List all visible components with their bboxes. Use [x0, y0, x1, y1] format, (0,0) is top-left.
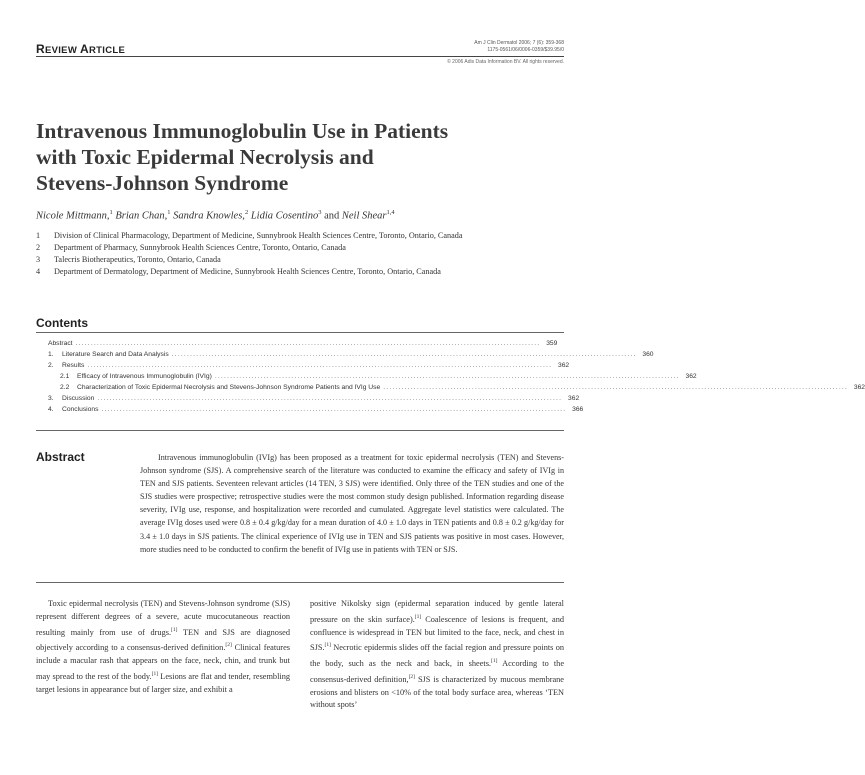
toc-leader: ........................................................................................................................................................ — [214, 373, 680, 380]
author-affiliation-mark: 2 — [244, 209, 249, 216]
body-text: Toxic epidermal necrolysis (TEN) and Stevens-Johnson syndrome (SJS) represent different degrees of a severe, acute mucocutaneous reaction resulting mainly from use of drugs. — [36, 599, 290, 637]
toc-entry-efficacy[interactable] — [48, 371, 697, 382]
title-line: with Toxic Epidermal Necrolysis and — [36, 145, 374, 169]
toc-leader: ........................................................................................................................................................ — [87, 362, 553, 369]
toc-page: 360 — [642, 351, 654, 358]
body-text: Clinical features include a macular rash that appears on the face, neck, chin, and trunk but may spread to the rest of the body. — [36, 643, 290, 681]
toc-page: 366 — [572, 406, 584, 413]
author-affiliation-mark: 1,4 — [386, 209, 395, 216]
citation-ref[interactable]: [1] — [491, 658, 498, 665]
author-name: Lidia Cosentino — [250, 210, 319, 222]
body-column-right — [310, 598, 564, 712]
toc-entry-characterization[interactable] — [48, 382, 865, 393]
citation-ref[interactable]: [1] — [171, 626, 178, 633]
affiliation-text: Talecris Biotherapeutics, Toronto, Ontario, Canada — [54, 255, 221, 264]
body-text: Coalescence of lesions is frequent, and confluence is widespread in TEN but limited to the face, neck, and chest in SJS. — [310, 614, 565, 653]
citation-ref[interactable]: [1] — [151, 671, 159, 678]
toc-number: 1. — [48, 351, 54, 358]
toc-number: 2.2 — [60, 384, 70, 391]
author-name: Sandra Knowles, — [173, 210, 245, 222]
toc-entry-results[interactable] — [48, 360, 570, 371]
author-name: Nicole Mittmann, — [36, 210, 110, 222]
author-affiliation-mark: 1 — [167, 209, 171, 216]
abstract-text: Intravenous immunoglobulin (IVIg) has been proposed as a treatment for toxic epidermal necrolysis (TEN) and Stevens-Johnson syndrome (SJS). A comprehensive search of the literature was conducted to examine the efficacy and safety of IVIg in TEN and SJS patients. Seventeen relevant articles (14 TEN, 3 SJS) were identified. Only three of the TEN studies and one of the SJS studies were prospective; retrospective studies were the most common study design published. Information regarding disease severity, IVIg use, response, and hospitalization were recorded and cumulated. Aggregate level statistics were calculated. The average IVIg doses used were 0.8 ± 0.4 g/kg/day for a mean duration of 4.0 ± 1.0 days in TEN patients and 0.8 ± 0.2 g/kg/day for 3.4 ± 1.0 days in SJS patients. The clinical experience of IVIg use in TEN and SJS patients was positive in most cases. However, more studies need to be conducted to confirm the benefit of IVIg use in patients with TEN or SJS. — [140, 453, 564, 554]
toc-label: Literature Search and Data Analysis — [62, 351, 169, 358]
contents-divider — [36, 332, 564, 333]
citation-ref[interactable]: [2] — [408, 673, 415, 680]
journal-citation-line: Am J Clin Dermatol 2006; 7 (6): 359-368 — [474, 40, 564, 46]
toc-leader: ........................................................................................................................................................ — [383, 384, 849, 391]
author-conjunction: and — [324, 210, 340, 222]
toc-leader: ........................................................................................................................................................ — [97, 395, 563, 402]
citation-ref[interactable]: [1] — [414, 613, 422, 620]
body-column-left — [36, 598, 290, 697]
journal-issn-line: 1175-0561/06/0006-0359/$39.95/0 — [487, 47, 564, 53]
toc-page: 362 — [853, 384, 865, 391]
author-name: Neil Shear — [341, 210, 387, 222]
toc-entry-abstract[interactable] — [48, 338, 558, 349]
toc-number: 3. — [48, 395, 54, 402]
body-text: According to the consensus-derived definition, — [310, 658, 565, 684]
affiliation-item — [36, 254, 566, 266]
title-line: Intravenous Immunoglobulin Use in Patients — [36, 119, 449, 143]
header-divider — [36, 56, 564, 57]
toc-leader: ........................................................................................................................................................ — [75, 340, 541, 347]
affiliation-item — [36, 230, 566, 242]
toc-label: Discussion — [62, 395, 95, 402]
body-text: SJS is characterized by mucous membrane erosions and blisters on <10% of the total body surface area, whereas ‘TEN without spots’ — [310, 674, 564, 710]
affiliation-number: 2 — [36, 243, 41, 252]
affiliation-text: Division of Clinical Pharmacology, Department of Medicine, Sunnybrook Health Sciences Centre, Toronto, Ontario, Canada — [54, 231, 463, 240]
author-list — [36, 209, 556, 222]
copyright-notice: © 2006 Adis Data Information BV. All rights reserved. — [447, 59, 564, 65]
affiliation-text: Department of Dermatology, Department of Medicine, Sunnybrook Health Sciences Centre, Toronto, Ontario, Canada — [54, 267, 441, 276]
toc-number: 2. — [48, 362, 54, 369]
affiliation-number: 4 — [36, 267, 41, 276]
section-label: REVIEW ARTICLE — [36, 42, 126, 56]
journal-citation — [364, 40, 564, 54]
toc-leader: ........................................................................................................................................................ — [171, 351, 637, 358]
abstract-divider — [36, 582, 564, 583]
table-of-contents — [48, 338, 865, 415]
toc-label: Characterization of Toxic Epidermal Necrolysis and Stevens-Johnson Syndrome Patients and IVIg Use — [77, 384, 381, 391]
body-text: Lesions are flat and tender, resembling target lesions in appearance but of larger size, and exhibit a — [36, 671, 290, 694]
affiliation-item — [36, 266, 566, 278]
affiliation-item — [36, 242, 566, 254]
abstract-heading: Abstract — [36, 450, 85, 464]
affiliation-list — [36, 230, 566, 278]
author-name: Brian Chan, — [115, 210, 168, 222]
toc-number: 2.1 — [60, 373, 70, 380]
citation-ref[interactable]: [1] — [324, 642, 331, 649]
toc-entry-conclusions[interactable] — [48, 404, 584, 415]
article-title — [36, 118, 556, 196]
affiliation-text: Department of Pharmacy, Sunnybrook Health Sciences Centre, Toronto, Ontario, Canada — [54, 243, 346, 252]
citation-ref[interactable]: [2] — [225, 642, 232, 649]
toc-number: 4. — [48, 406, 54, 413]
body-text: Necrotic epidermis slides off the facial region and pressure points on the body, such as the neck and back, in sheets. — [310, 643, 564, 668]
author-affiliation-mark: 3 — [318, 209, 322, 216]
toc-page: 362 — [557, 362, 570, 369]
contents-bottom-divider — [36, 430, 564, 431]
title-line: Stevens-Johnson Syndrome — [36, 171, 289, 195]
body-text: TEN and SJS are diagnosed objectively according to a consensus-derived definition. — [36, 627, 291, 653]
toc-label: Conclusions — [62, 406, 99, 413]
toc-entry-literature-search[interactable] — [48, 349, 654, 360]
affiliation-number: 1 — [36, 231, 41, 240]
toc-page: 362 — [685, 373, 697, 380]
toc-label: Abstract — [48, 340, 73, 347]
author-affiliation-mark: 1 — [109, 209, 113, 216]
toc-entry-discussion[interactable] — [48, 393, 580, 404]
toc-label: Results — [62, 362, 85, 369]
toc-leader: ........................................................................................................................................................ — [101, 406, 567, 413]
toc-page: 362 — [568, 395, 580, 402]
affiliation-number: 3 — [36, 255, 41, 264]
toc-label: Efficacy of Intravenous Immunoglobulin (IVIg) — [77, 373, 212, 380]
body-text: positive Nikolsky sign (epidermal separation induced by gentle lateral pressure on the skin surface). — [310, 599, 564, 624]
contents-heading: Contents — [36, 316, 88, 330]
toc-page: 359 — [546, 340, 558, 347]
